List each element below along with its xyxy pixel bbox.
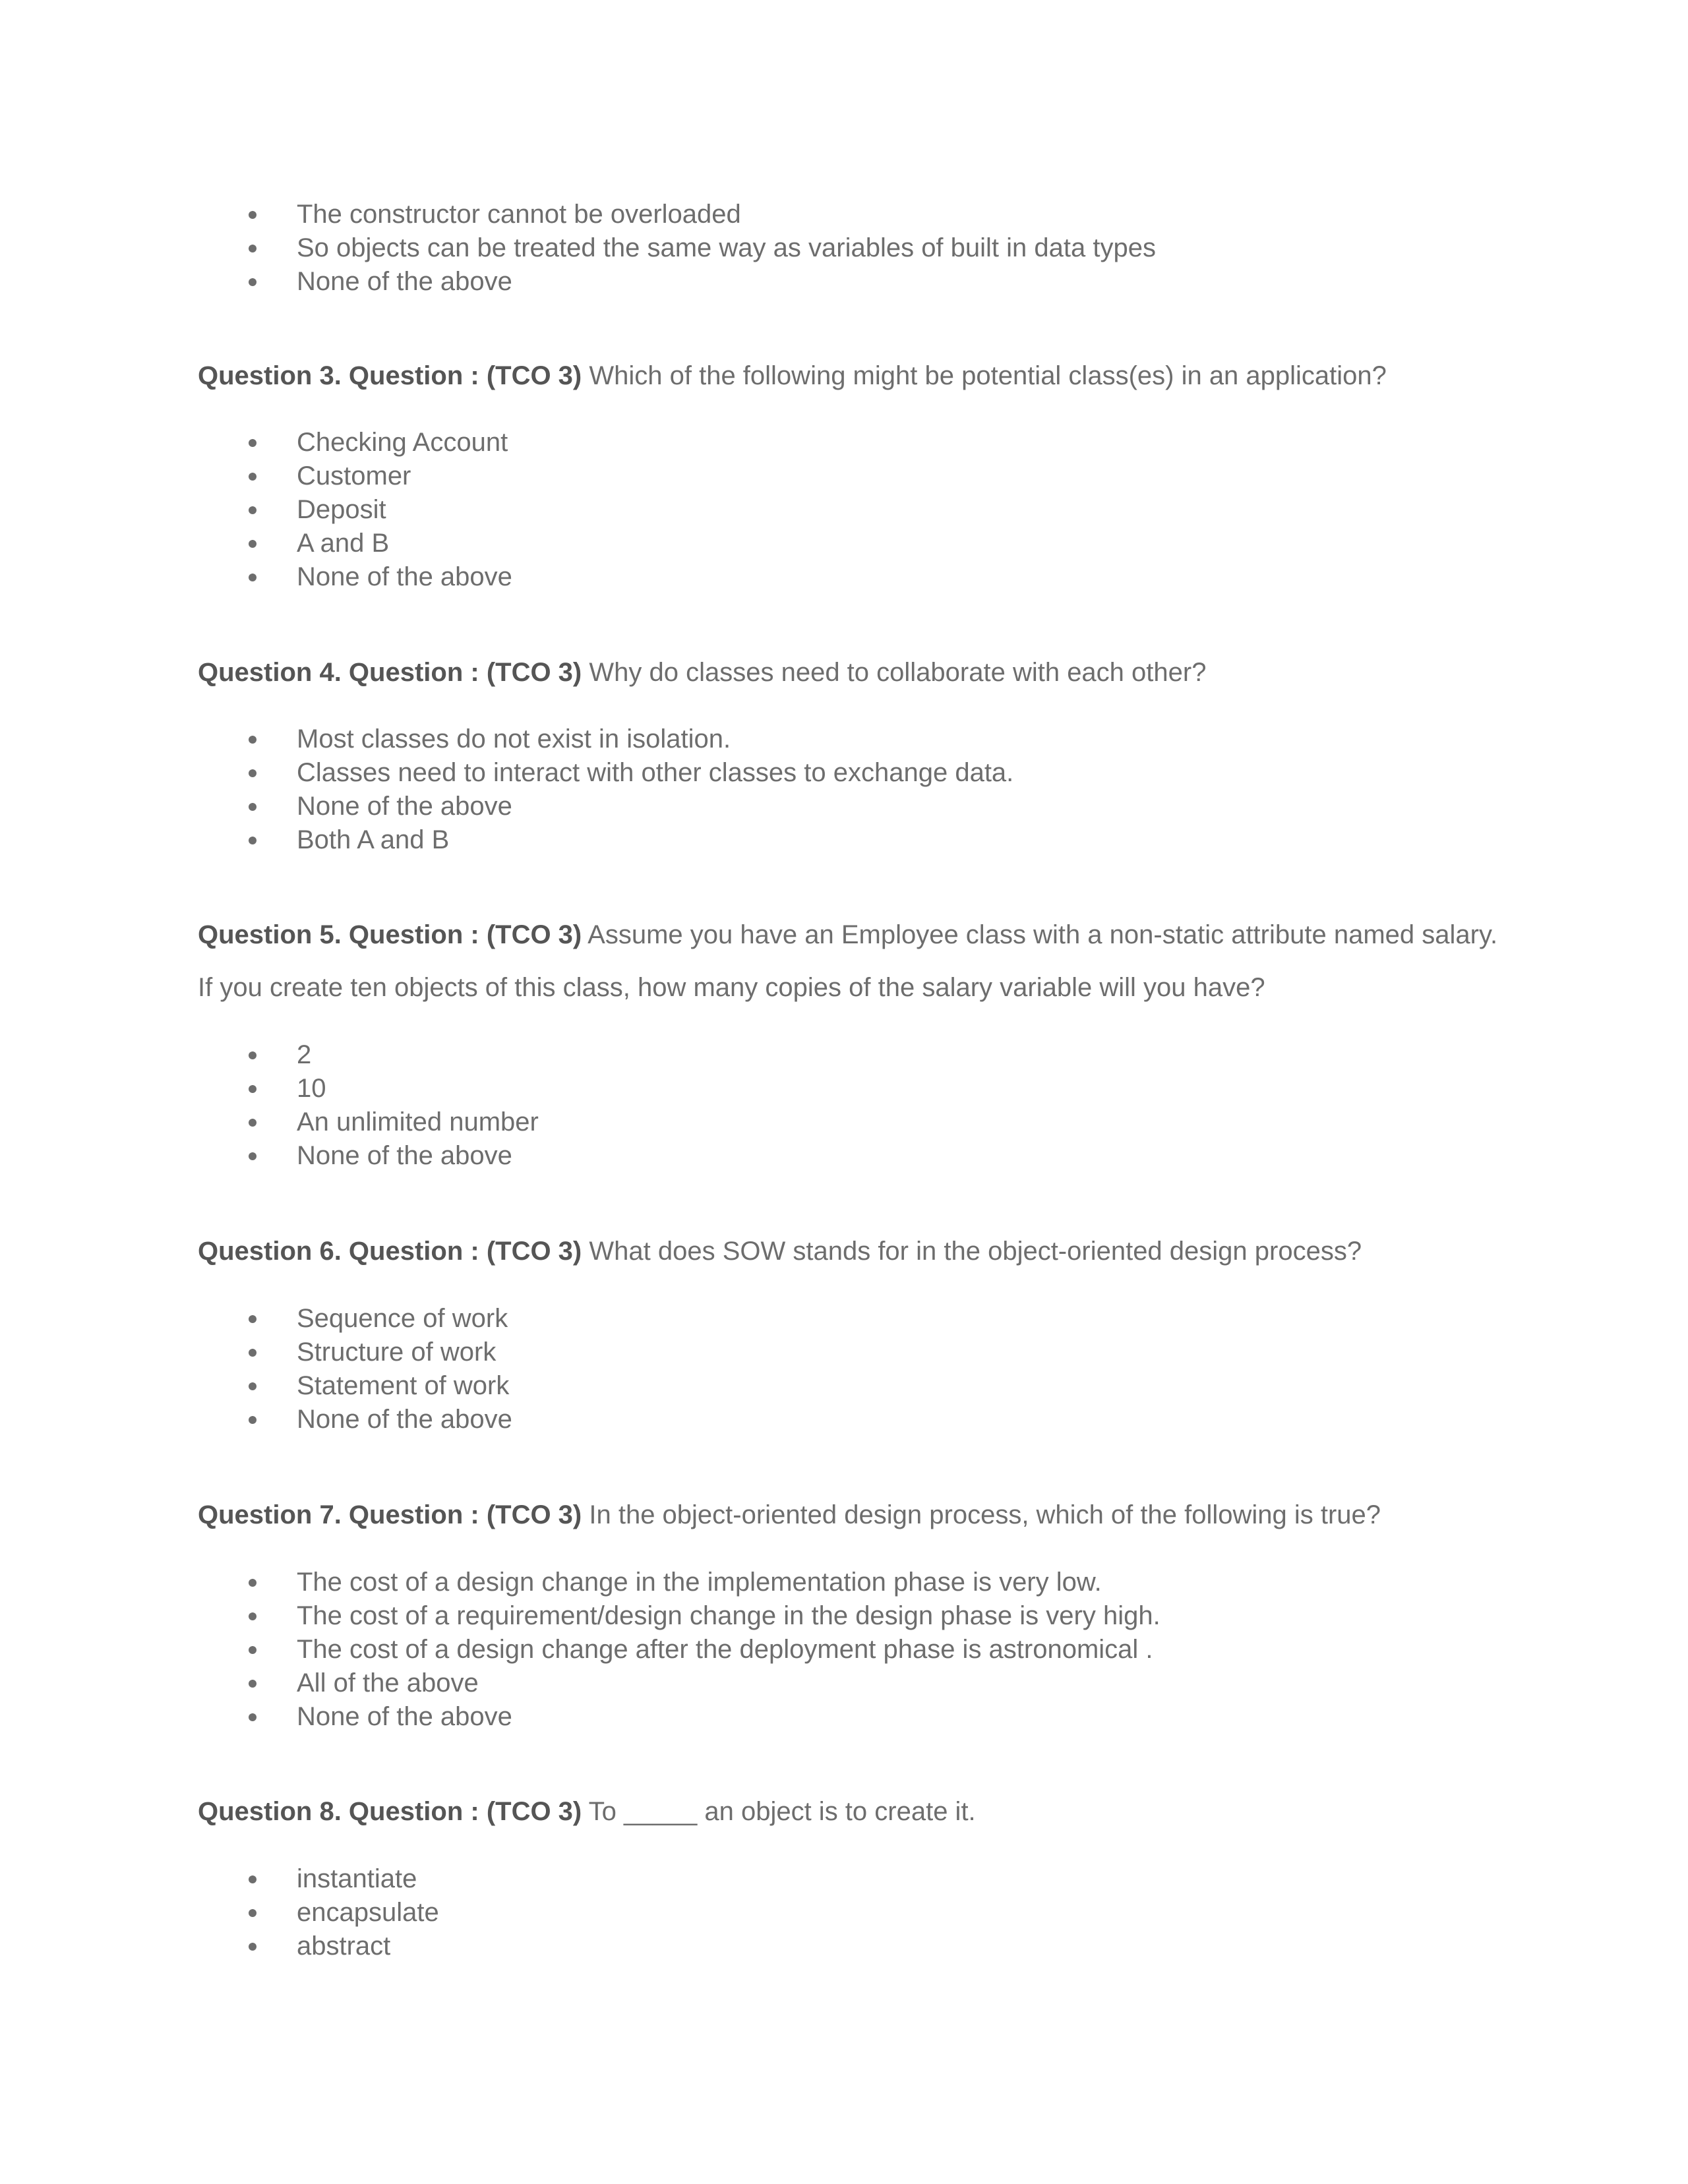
option-text: None of the above <box>297 1702 512 1731</box>
option-item <box>198 1403 1503 1436</box>
question-5 <box>198 908 1503 1014</box>
option-text: 10 <box>297 1074 326 1103</box>
option-item <box>198 1930 1503 1963</box>
question-text <box>198 1225 1503 1278</box>
option-text: None of the above <box>297 562 512 591</box>
bullet-icon <box>249 1051 256 1059</box>
question-prefix: Question 4. Question : (TCO 3) <box>198 658 582 687</box>
option-item <box>198 1369 1503 1403</box>
option-text: instantiate <box>297 1864 417 1893</box>
question-3 <box>198 349 1503 402</box>
question-prefix: Question 3. Question : (TCO 3) <box>198 361 582 390</box>
bullet-icon <box>249 1349 256 1357</box>
option-text: A and B <box>297 529 390 558</box>
bullet-icon <box>249 1416 256 1424</box>
option-text: Customer <box>297 461 411 490</box>
option-item <box>198 231 1503 265</box>
question-text <box>198 646 1503 699</box>
bullet-icon <box>249 574 256 581</box>
bullet-icon <box>249 211 256 219</box>
bullet-icon <box>249 1646 256 1654</box>
question-7 <box>198 1489 1503 1541</box>
bullet-icon <box>249 1943 256 1951</box>
bullet-icon <box>249 1680 256 1688</box>
option-text: Checking Account <box>297 428 508 457</box>
option-item <box>198 1633 1503 1667</box>
option-text: None of the above <box>297 267 512 296</box>
bullet-icon <box>249 506 256 514</box>
option-list <box>198 1566 1503 1734</box>
question-6-options <box>198 1302 1503 1436</box>
option-item <box>198 459 1503 493</box>
bullet-icon <box>249 540 256 548</box>
bullet-icon <box>249 1875 256 1883</box>
bullet-icon <box>249 803 256 811</box>
bullet-icon <box>249 837 256 844</box>
question-7-options <box>198 1566 1503 1734</box>
option-text: All of the above <box>297 1668 479 1697</box>
bullet-icon <box>249 278 256 286</box>
option-list <box>198 1302 1503 1436</box>
option-text: Deposit <box>297 495 386 524</box>
option-text: The cost of a design change in the implementation phase is very low. <box>297 1568 1102 1597</box>
option-text: None of the above <box>297 792 512 821</box>
bullet-icon <box>249 439 256 447</box>
option-item <box>198 1862 1503 1896</box>
question-body: In the object-oriented design process, which of the following is true? <box>582 1500 1381 1529</box>
option-text: Structure of work <box>297 1338 497 1367</box>
option-text: An unlimited number <box>297 1107 539 1136</box>
question-5-options <box>198 1038 1503 1173</box>
question-body: Why do classes need to collaborate with each other? <box>582 658 1207 687</box>
option-text: Sequence of work <box>297 1304 508 1333</box>
option-text: The constructor cannot be overloaded <box>297 200 741 229</box>
option-item <box>198 790 1503 823</box>
option-text: The cost of a design change after the deployment phase is astronomical . <box>297 1635 1153 1664</box>
option-text: Most classes do not exist in isolation. <box>297 724 731 753</box>
question-prefix: Question 7. Question : (TCO 3) <box>198 1500 582 1529</box>
bullet-icon <box>249 1909 256 1917</box>
question-text <box>198 1785 1503 1838</box>
bullet-icon <box>249 1119 256 1127</box>
question-4-options <box>198 723 1503 857</box>
question-prefix: Question 6. Question : (TCO 3) <box>198 1237 582 1266</box>
option-item <box>198 1106 1503 1139</box>
bullet-icon <box>249 245 256 252</box>
question-8 <box>198 1785 1503 1838</box>
bullet-icon <box>249 1612 256 1620</box>
option-item <box>198 1667 1503 1700</box>
option-text: 2 <box>297 1040 312 1069</box>
option-item <box>198 1566 1503 1599</box>
bullet-icon <box>249 1382 256 1390</box>
option-text: Both A and B <box>297 825 450 854</box>
option-item <box>198 493 1503 527</box>
option-item <box>198 723 1503 756</box>
option-item <box>198 426 1503 459</box>
option-item <box>198 1336 1503 1369</box>
question-4 <box>198 646 1503 699</box>
question-text <box>198 349 1503 402</box>
option-text: Classes need to interact with other classes to exchange data. <box>297 758 1014 787</box>
question-body: What does SOW stands for in the object-oriented design process? <box>582 1237 1362 1266</box>
option-item <box>198 198 1503 231</box>
question-text <box>198 1489 1503 1541</box>
option-item <box>198 1599 1503 1633</box>
question-body: To _____ an object is to create it. <box>582 1797 976 1826</box>
question-body: Which of the following might be potential class(es) in an application? <box>582 361 1387 390</box>
option-text: None of the above <box>297 1405 512 1434</box>
option-item <box>198 1302 1503 1336</box>
bullet-icon <box>249 1315 256 1323</box>
option-item <box>198 1700 1503 1734</box>
option-list <box>198 198 1503 299</box>
question-prefix: Question 8. Question : (TCO 3) <box>198 1797 582 1826</box>
option-item <box>198 1072 1503 1106</box>
option-text: encapsulate <box>297 1898 439 1927</box>
option-item <box>198 823 1503 857</box>
question-body: Assume you have an Employee class with a non-static attribute named salary. If you create ten objects of this class, how many copies of the salary variable will you have? <box>198 920 1498 1002</box>
bullet-icon <box>249 1579 256 1587</box>
option-text: So objects can be treated the same way as variables of built in data types <box>297 233 1156 262</box>
option-item <box>198 265 1503 299</box>
option-list <box>198 1862 1503 1963</box>
bullet-icon <box>249 769 256 777</box>
option-text: abstract <box>297 1932 391 1961</box>
option-text: Statement of work <box>297 1371 510 1400</box>
option-list <box>198 723 1503 857</box>
bullet-icon <box>249 1713 256 1721</box>
option-item <box>198 527 1503 560</box>
option-list <box>198 426 1503 594</box>
option-list <box>198 1038 1503 1173</box>
option-text: None of the above <box>297 1141 512 1170</box>
option-item <box>198 1896 1503 1930</box>
question-3-options <box>198 426 1503 594</box>
option-item <box>198 1139 1503 1173</box>
question-6 <box>198 1225 1503 1278</box>
question-8-options <box>198 1862 1503 1963</box>
option-item <box>198 560 1503 594</box>
option-text: The cost of a requirement/design change in the design phase is very high. <box>297 1601 1160 1630</box>
bullet-icon <box>249 1085 256 1093</box>
question-prefix: Question 5. Question : (TCO 3) <box>198 920 582 949</box>
bullet-icon <box>249 736 256 744</box>
continued-options <box>198 198 1503 299</box>
bullet-icon <box>249 473 256 481</box>
bullet-icon <box>249 1152 256 1160</box>
option-item <box>198 756 1503 790</box>
option-item <box>198 1038 1503 1072</box>
question-text <box>198 908 1503 1014</box>
